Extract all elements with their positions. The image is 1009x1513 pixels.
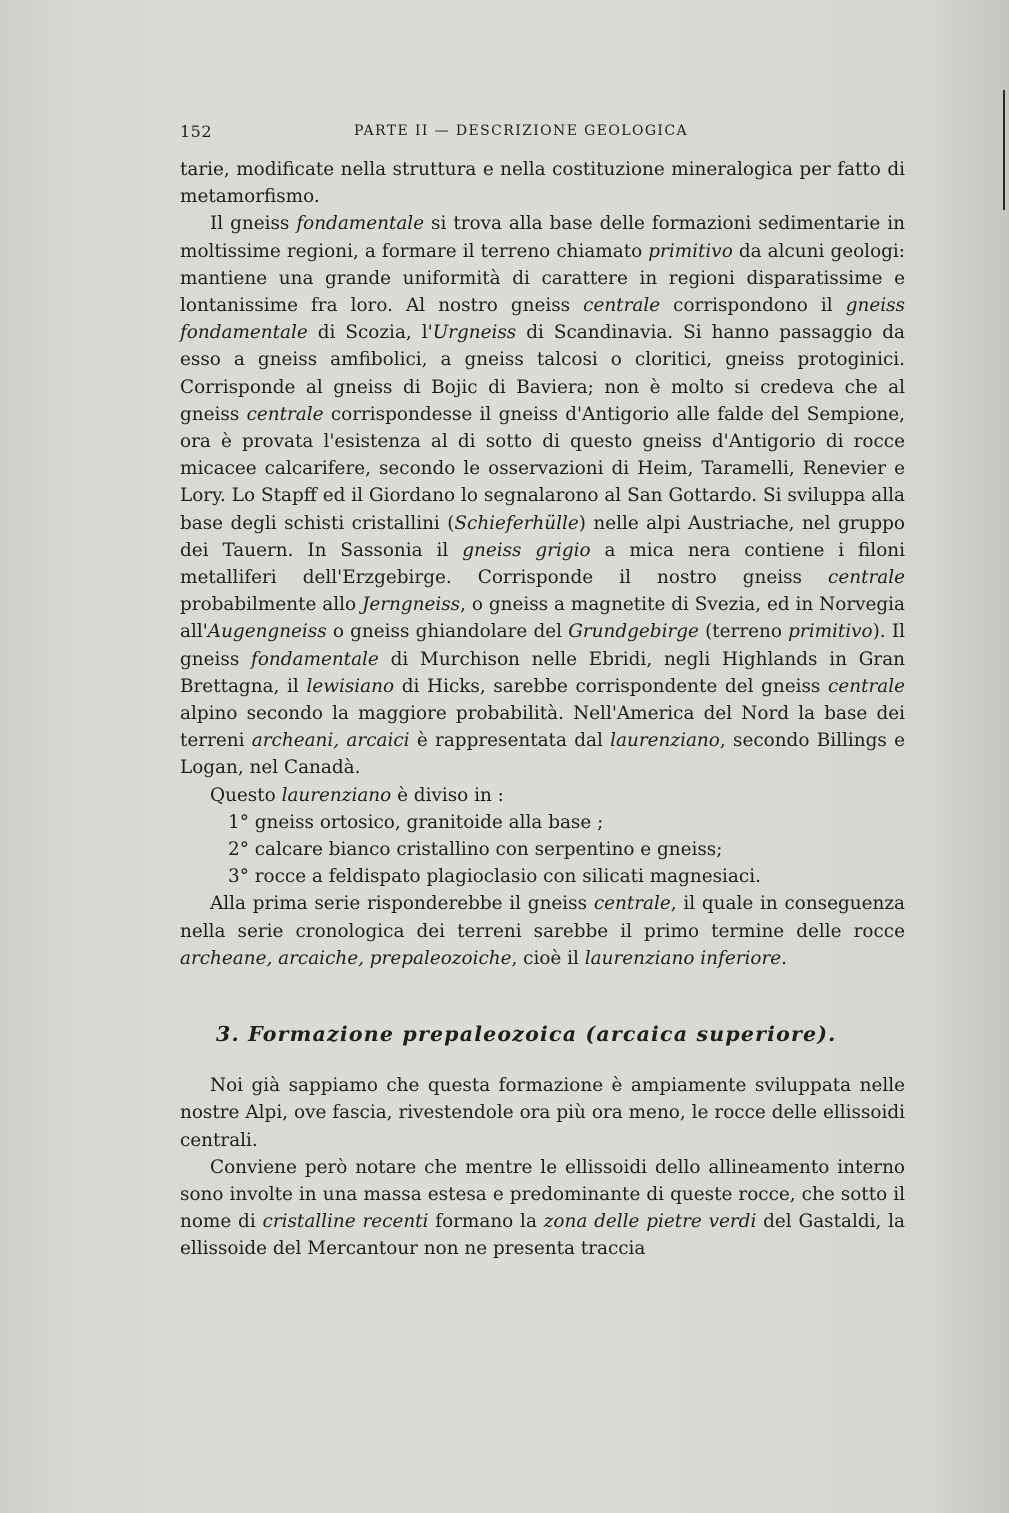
list-item: 2° calcare bianco cristallino con serpentino e gneiss; [228, 839, 723, 861]
paragraph-conviene: Conviene però notare che mentre le ellissoidi dello allineamento interno sono involte in una massa estesa e predominante di queste rocce, che sotto il nome di cristalline recenti formano la zona delle pietre verdi del Gastaldi, la ellissoide del Mercantour non ne presenta traccia [180, 1156, 905, 1260]
italic-term: laurenziano [281, 784, 392, 806]
italic-term: Urgneiss [432, 322, 517, 344]
italic-term: Schieferhülle [454, 512, 579, 534]
page-edge-shadow [1003, 90, 1005, 210]
italic-term: cristalline recenti [262, 1211, 429, 1233]
italic-term: laurenziano inferiore [584, 947, 782, 969]
page-header [180, 122, 905, 146]
italic-term: centrale [828, 675, 905, 697]
paragraph-laurenziano-diviso: Questo laurenziano è diviso in : [210, 784, 504, 806]
italic-term: Augengneiss [207, 621, 327, 643]
italic-term: centrale [593, 893, 671, 915]
italic-term: laurenziano [610, 730, 720, 752]
running-title: PARTE II — DESCRIZIONE GEOLOGICA [354, 123, 688, 139]
italic-term: centrale [246, 403, 324, 425]
page-number: 152 [180, 122, 213, 141]
italic-term: gneiss fondamentale [180, 295, 905, 344]
italic-term: archeane, arcaiche, prepaleozoiche [180, 947, 512, 969]
italic-term: primitivo [788, 621, 873, 643]
italic-term: gneiss grigio [462, 539, 591, 561]
italic-term: centrale [583, 295, 661, 317]
italic-term: primitivo [648, 240, 733, 262]
italic-term: Jerngneiss [361, 594, 461, 616]
paragraph-gneiss-fondamentale: Il gneiss fondamentale si trova alla base delle formazioni sedimentarie in moltissime regioni, a formare il terreno chiamato primitivo da alcuni geologi: mantiene una grande uniformità di carattere in regioni disparatissime e lontanissime fra loro. Al nostro gneiss centrale corrispondono il gneiss fondamentale di Scozia, l'Urgneiss di Scandinavia. Si hanno passaggio da esso a gneiss amfibolici, a gneiss talcosi o cloritici, gneiss protoginici. Corrisponde al gneiss di Bojic di Baviera; non è molto si credeva che al gneiss centrale corrispondesse il gneiss d'Antigorio alle falde del Sempione, ora è provata l'esistenza al di sotto di questo gneiss d'Antigorio di rocce micacee calcarifere, secondo le osservazioni di Heim, Taramelli, Renevier e Lory. Lo Stapff ed il Giordano lo segnalarono al San Gottardo. Si sviluppa alla base degli schisti cristallini (Schieferhülle) nelle alpi Austriache, nel gruppo dei Tauern. In Sassonia il gneiss grigio a mica nera contiene i filoni metalliferi dell'Erzgebirge. Corrisponde il nostro gneiss centrale probabilmente allo Jerngneiss, o gneiss a magnetite di Svezia, ed in Norvegia all'Augengneiss o gneiss ghiandolare del Grundgebirge (terreno primitivo). Il gneiss fondamentale di Murchison nelle Ebridi, negli Highlands in Gran Brettagna, il lewisiano di Hicks, sarebbe corrispondente del gneiss centrale alpino secondo la maggiore probabilità. Nell'America del Nord la base dei terreni archeani, arcaici è rappresentata dal laurenziano, secondo Billings e Logan, nel Canadà. [180, 213, 906, 779]
list-item: 3° rocce a feldispato plagioclasio con silicati magnesiaci. [228, 866, 761, 888]
italic-term: zona delle pietre verdi [543, 1211, 757, 1233]
italic-term: centrale [828, 567, 905, 589]
italic-term: fondamentale [251, 648, 379, 670]
italic-term: Grundgebirge [568, 621, 699, 643]
list-item: 1° gneiss ortosico, granitoide alla base ; [228, 811, 604, 833]
paragraph-noi-gia: Noi già sappiamo che questa formazione è ampiamente sviluppata nelle nostre Alpi, ove fascia, rivestendole ora più ora meno, le rocce delle ellissoidi centrali. [180, 1075, 905, 1151]
italic-term: archeani, arcaici [251, 730, 410, 752]
italic-term: fondamentale [296, 213, 425, 235]
paragraph-continuation: tarie, modificate nella struttura e nella costituzione mineralogica per fatto di metamorfismo. [180, 159, 905, 208]
section-heading: 3. Formazione prepaleozoica (arcaica superiore). [216, 1022, 837, 1047]
paragraph-prima-serie: Alla prima serie risponderebbe il gneiss centrale, il quale in conseguenza nella serie cronologica dei terreni sarebbe il primo termine delle rocce archeane, arcaiche, prepaleozoiche, cioè il laurenziano inferiore. [180, 893, 905, 969]
body-text [180, 156, 905, 1263]
italic-term: lewisiano [306, 675, 395, 697]
